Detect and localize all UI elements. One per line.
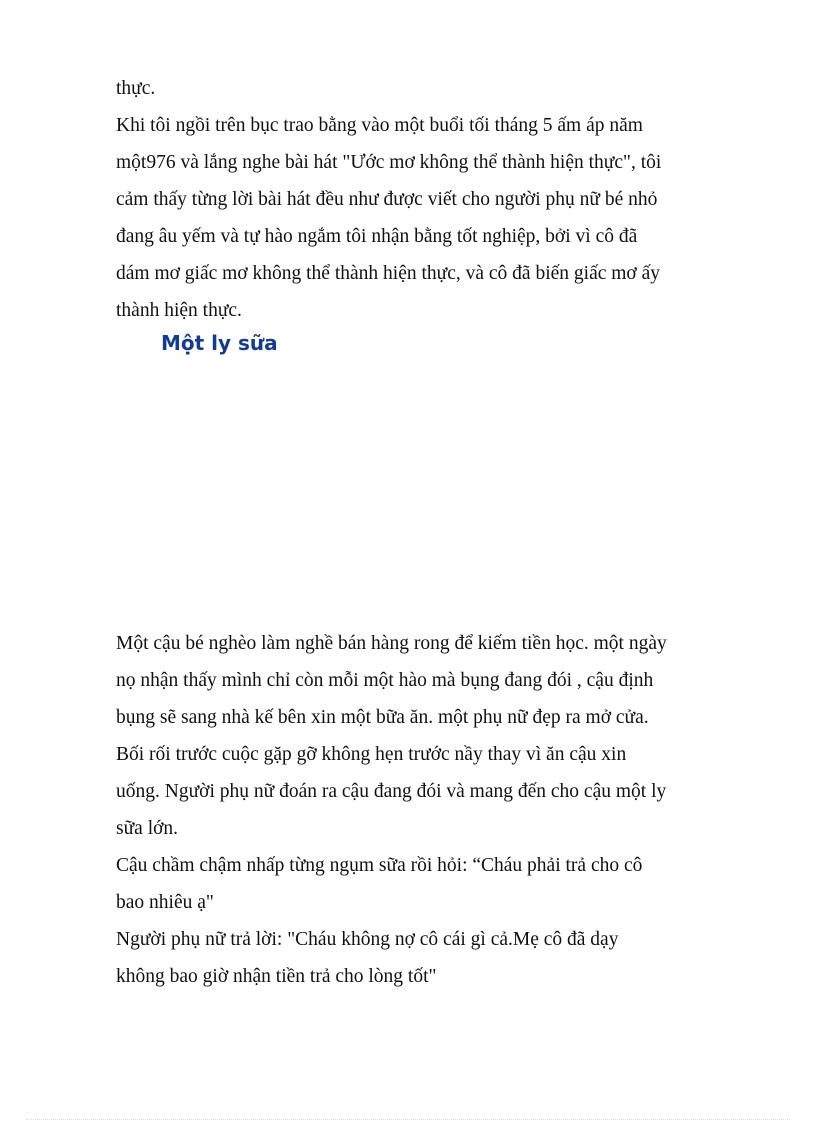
page-bottom-divider [26, 1119, 790, 1120]
text-line: thực. [116, 78, 156, 99]
text-line: sữa lớn. [116, 818, 179, 839]
text-line: thành hiện thực. [116, 300, 242, 321]
section-heading: Một ly sữa [161, 331, 278, 355]
text-line: Khi tôi ngồi trên bục trao bằng vào một buổi tối tháng 5 ấm áp năm [116, 115, 643, 136]
text-line: nọ nhận thấy mình chỉ còn mỗi một hào mà bụng đang đói , cậu định [116, 670, 654, 691]
text-line: không bao giờ nhận tiền trả cho lòng tốt" [116, 966, 437, 987]
text-line: cảm thấy từng lời bài hát đều như được viết cho người phụ nữ bé nhỏ [116, 189, 658, 210]
text-line: bao nhiêu ạ" [116, 892, 214, 913]
text-line: dám mơ giấc mơ không thể thành hiện thực, và cô đã biến giấc mơ ấy [116, 263, 661, 284]
paragraph-glass-of-milk [116, 625, 756, 995]
paragraph-graduation [116, 70, 756, 329]
text-line: đang âu yếm và tự hào ngắm tôi nhận bằng tốt nghiệp, bởi vì cô đã [116, 226, 638, 247]
text-line: Cậu chầm chậm nhấp từng ngụm sữa rồi hỏi: “Cháu phải trả cho cô [116, 855, 643, 876]
text-line: Người phụ nữ trả lời: "Cháu không nợ cô cái gì cả.Mẹ cô đã dạy [116, 929, 619, 950]
text-line: uống. Người phụ nữ đoán ra cậu đang đói và mang đến cho cậu một ly [116, 781, 667, 802]
text-line: Bối rối trước cuộc gặp gỡ không hẹn trước nầy thay vì ăn cậu xin [116, 744, 627, 765]
text-line: một976 và lắng nghe bài hát "Ước mơ không thể thành hiện thực", tôi [116, 152, 662, 173]
text-line: bụng sẽ sang nhà kế bên xin một bữa ăn. một phụ nữ đẹp ra mở cửa. [116, 707, 649, 728]
text-line: Một cậu bé nghèo làm nghề bán hàng rong để kiếm tiền học. một ngày [116, 633, 667, 654]
